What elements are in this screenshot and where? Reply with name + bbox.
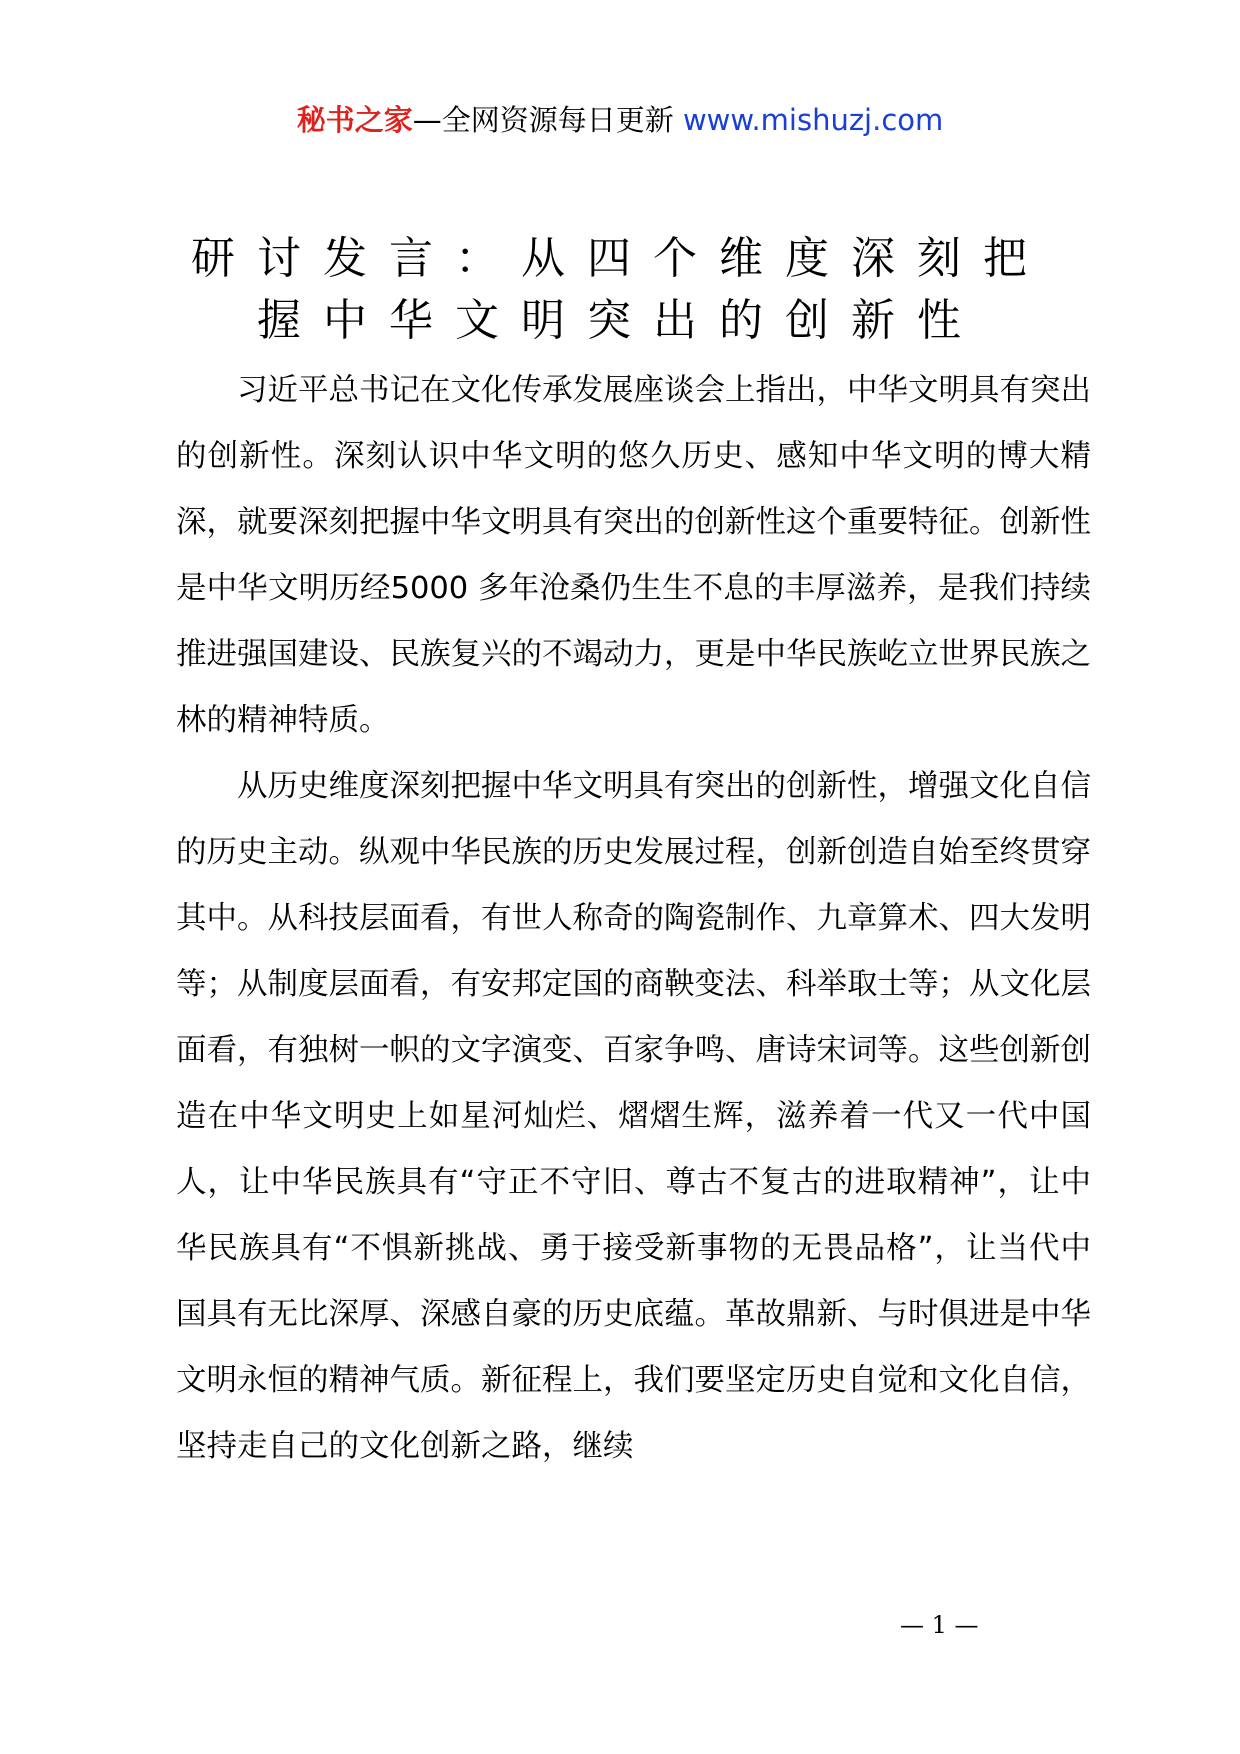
document-title — [150, 228, 1090, 352]
header-tagline: —全网资源每日更新 — [412, 103, 683, 137]
title-line-2: 握中华文明突出的创新性 — [257, 295, 983, 346]
site-header — [0, 100, 1240, 140]
body-paragraph-2: 从历史维度深刻把握中华文明具有突出的创新性，增强文化自信的历史主动。纵观中华民族的历史发展过程，创新创造自始至终贯穿其中。从科技层面看，有世人称奇的陶瓷制作、九章算术、四大发明等；从制度层面看，有安邦定国的商鞅变法、科举取士等；从文化层面看，有独树一帜的文字演变、百家争鸣、唐诗宋词等。这些创新创造在中华文明史上如星河灿烂、熠熠生辉，滋养着一代又一代中国人，让中华民族具有“守正不守旧、尊古不复古的进取精神”，让中华民族具有“不惧新挑战、勇于接受新事物的无畏品格”，让当代中国具有无比深厚、深感自豪的历史底蕴。革故鼎新、与时俱进是中华文明永恒的精神气质。新征程上，我们要坚定历史自觉和文化自信，坚持走自己的文化创新之路，继续 — [176, 769, 1091, 1464]
website-link[interactable]: www.mishuzj.com — [682, 103, 944, 137]
document-body — [176, 358, 1091, 1480]
body-paragraph-1: 习近平总书记在文化传承发展座谈会上指出，中华文明具有突出的创新性。深刻认识中华文明的悠久历史、感知中华文明的博大精深，就要深刻把握中华文明具有突出的创新性这个重要特征。创新性是中华文明历经5000 多年沧桑仍生生不息的丰厚滋养，是我们持续推进强国建设、民族复兴的不竭动力，更是中华民族屹立世界民族之林的精神特质。 — [176, 373, 1091, 738]
brand-name: 秘书之家 — [296, 103, 413, 137]
title-line-1: 研讨发言：从四个维度深刻把 — [191, 233, 1049, 284]
page-number: — 1 — — [900, 1611, 979, 1639]
